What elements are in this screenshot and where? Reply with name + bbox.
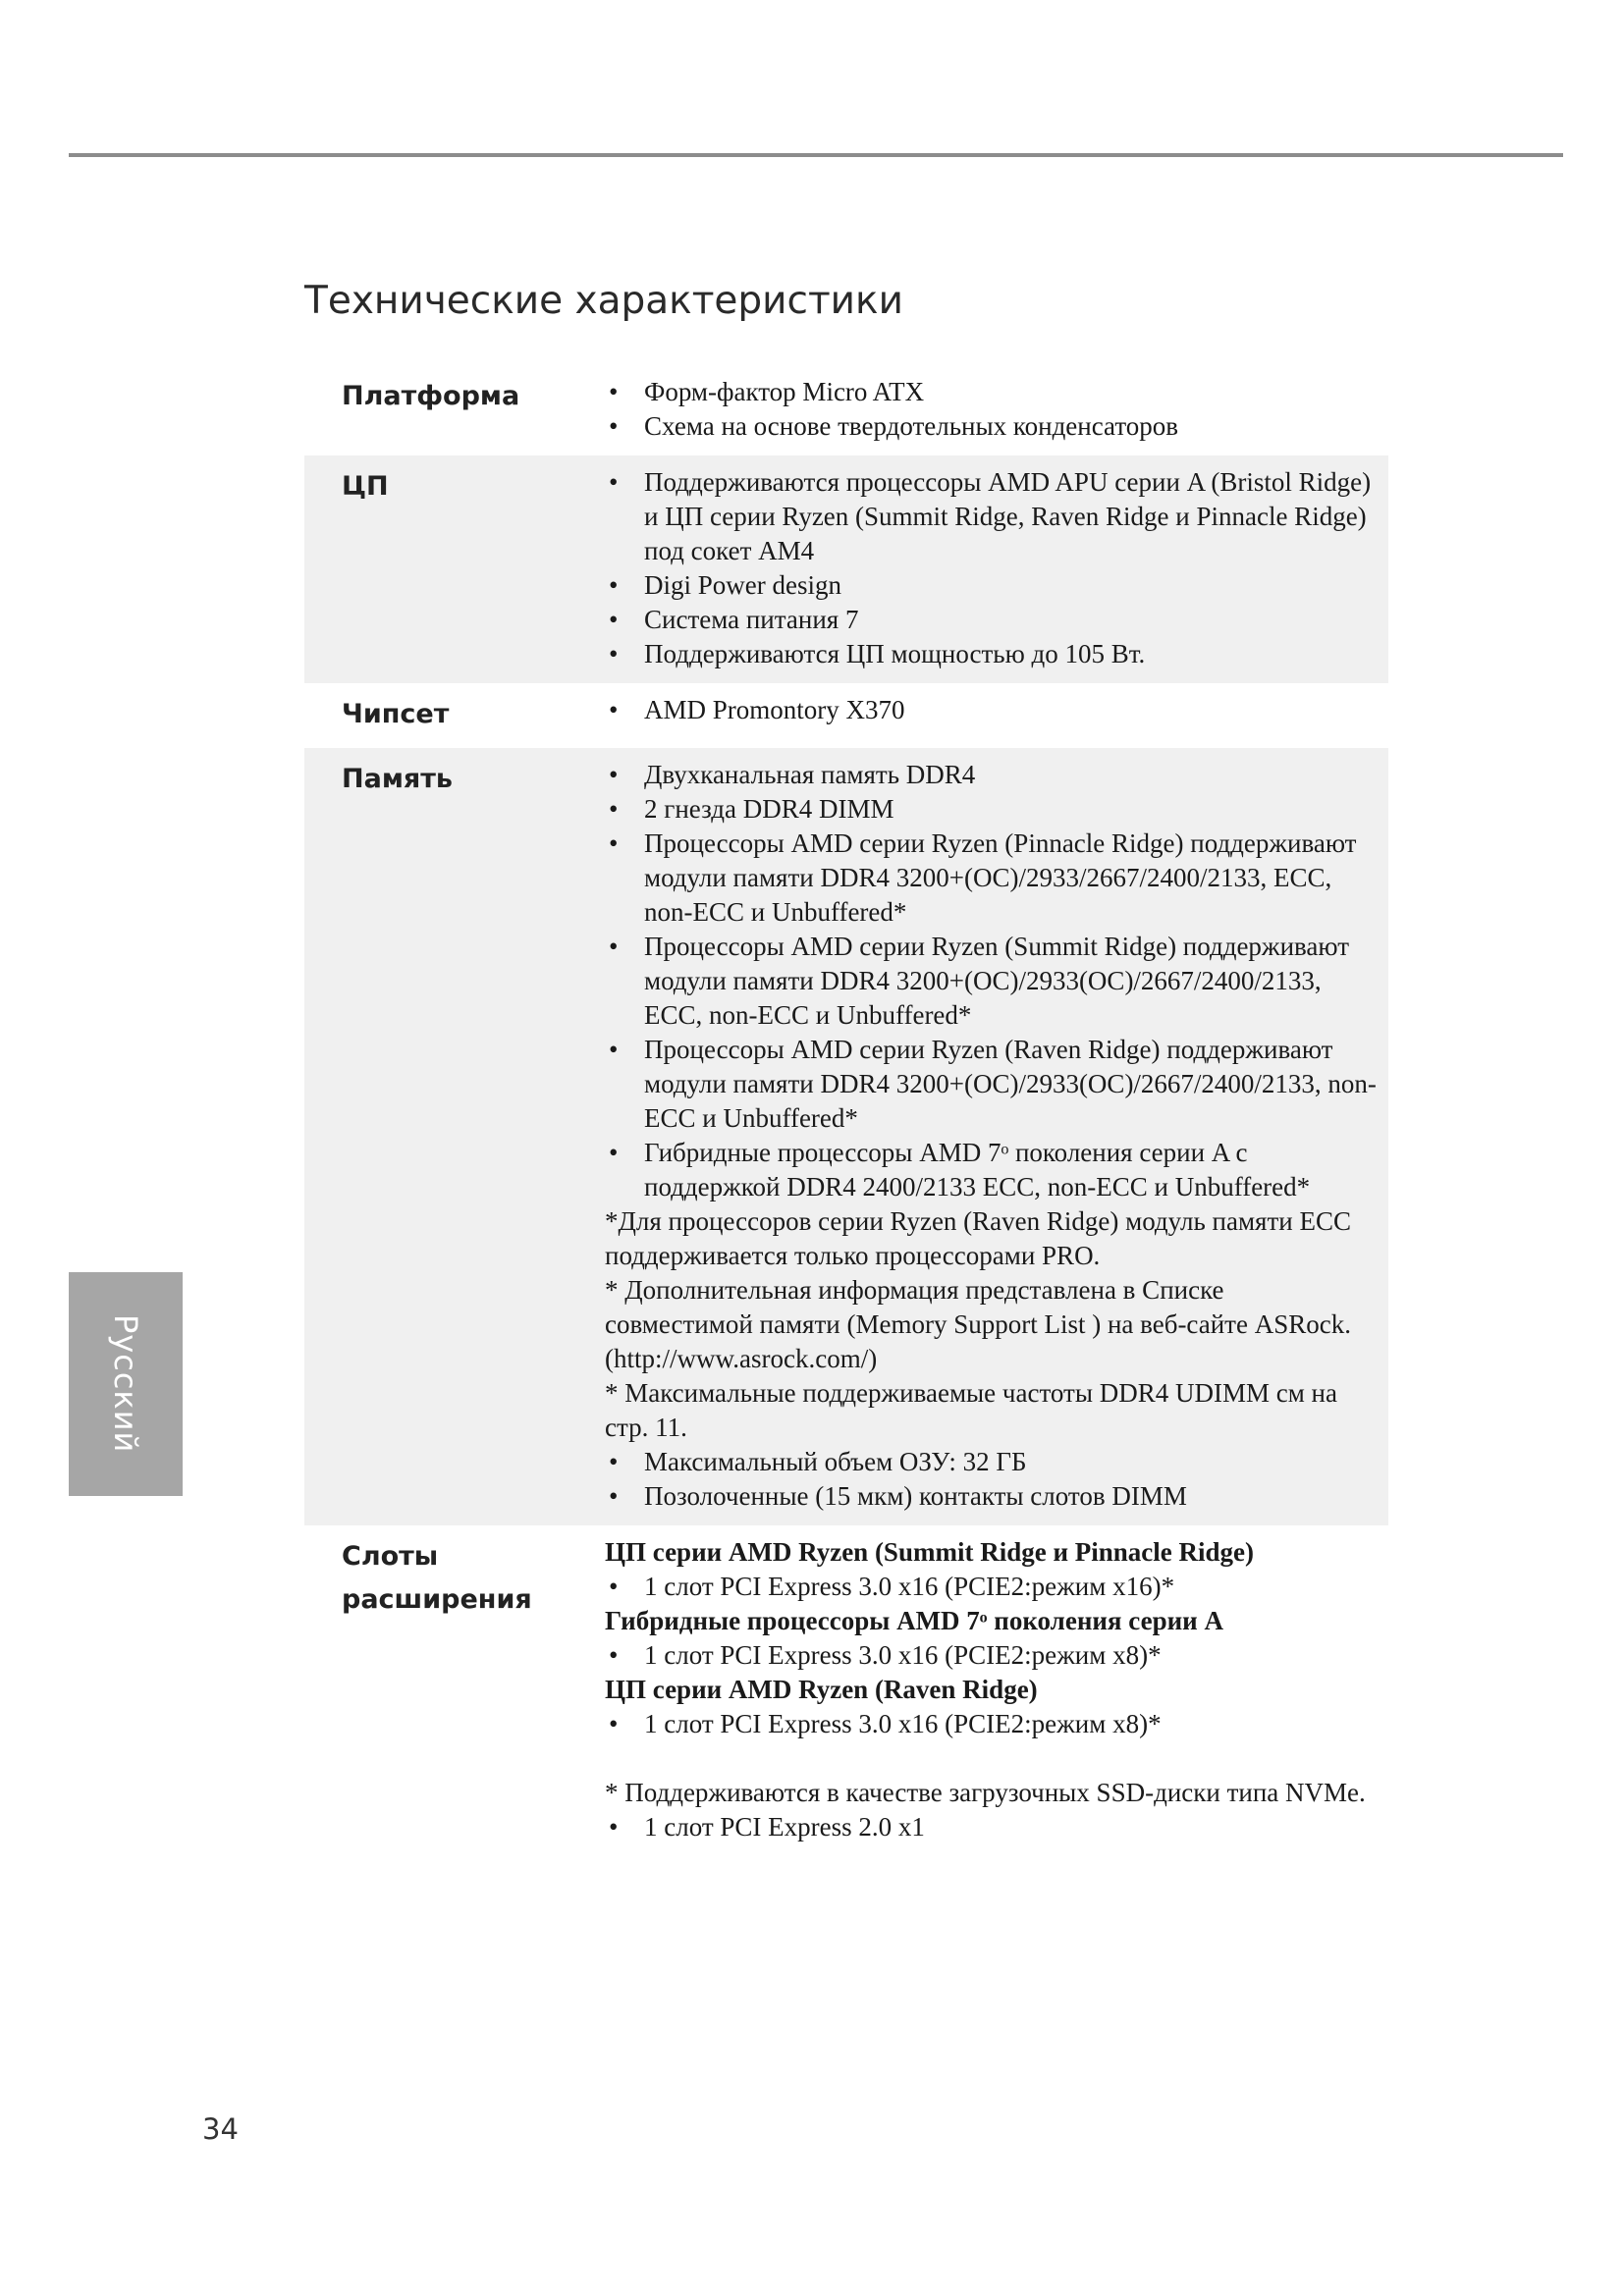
list-item: • AMD Promontory X370 xyxy=(605,693,1379,727)
expansion-note: * Поддерживаются в качестве загрузочных SSD-диски типа NVMe. xyxy=(605,1778,1366,1807)
list-item: • Позолоченные (15 мкм) контакты слотов DIMM xyxy=(605,1479,1379,1514)
list-item: • Поддерживаются ЦП мощностью до 105 Вт. xyxy=(605,637,1379,671)
spec-label-expansion-line1: Слоты xyxy=(342,1541,439,1572)
list-item: • Максимальный объем ОЗУ: 32 ГБ xyxy=(605,1445,1379,1479)
expansion-subheading: ЦП серии AMD Ryzen (Raven Ridge) xyxy=(605,1675,1038,1704)
spec-content-platform xyxy=(605,375,1388,444)
spacer xyxy=(605,1741,1379,1776)
list-item: • 1 слот PCI Express 3.0 x16 (PCIE2:режим x16)* xyxy=(605,1570,1379,1604)
memory-note: * Дополнительная информация представлена в Списке совместимой памяти (Memory Support List ) на веб-сайте ASRock. (http://www.asrock.com/) xyxy=(605,1275,1351,1373)
language-side-tab xyxy=(69,1272,183,1496)
spec-row-cpu xyxy=(304,455,1388,683)
spec-label-chipset: Чипсет xyxy=(342,699,450,729)
list-item: • Digi Power design xyxy=(605,568,1379,603)
list-item: • Поддерживаются процессоры AMD APU серии A (Bristol Ridge) и ЦП серии Ryzen (Summit Ridge, Raven Ridge и Pinnacle Ridge) под сокет AM4 xyxy=(605,465,1379,568)
spec-content-expansion xyxy=(605,1535,1388,1844)
memory-note: * Максимальные поддерживаемые частоты DDR4 UDIMM см на стр. 11. xyxy=(605,1378,1337,1442)
spec-label-memory: Память xyxy=(342,764,453,794)
expansion-subheading: Гибридные процессоры AMD 7ᵒ поколения серии A xyxy=(605,1606,1223,1635)
spec-row-memory xyxy=(304,748,1388,1525)
spec-content-chipset xyxy=(605,693,1388,736)
page-title: Технические характеристики xyxy=(304,279,903,323)
top-rule xyxy=(69,153,1563,157)
spec-label-platform: Платформа xyxy=(342,381,520,411)
list-item: • 1 слот PCI Express 2.0 x1 xyxy=(605,1810,1379,1844)
spec-label-expansion-line2: расширения xyxy=(342,1584,532,1615)
list-item: • 2 гнезда DDR4 DIMM xyxy=(605,792,1379,827)
spec-row-expansion xyxy=(304,1525,1388,1856)
spec-content-memory xyxy=(605,758,1388,1514)
list-item: • Процессоры AMD серии Ryzen (Pinnacle Ridge) поддерживают модули памяти DDR4 3200+(OC)/2933/2667/2400/2133, ECC, non-ECC и Unbuffered* xyxy=(605,827,1379,930)
list-item: • Двухканальная память DDR4 xyxy=(605,758,1379,792)
list-item: • 1 слот PCI Express 3.0 x16 (PCIE2:режим x8)* xyxy=(605,1707,1379,1741)
spec-label-expansion xyxy=(304,1535,605,1844)
list-item: • 1 слот PCI Express 3.0 x16 (PCIE2:режим x8)* xyxy=(605,1638,1379,1673)
spec-row-platform xyxy=(304,365,1388,455)
spec-table xyxy=(304,365,1388,1856)
memory-note: *Для процессоров серии Ryzen (Raven Ridge) модуль памяти ECC поддерживается только процессорами PRO. xyxy=(605,1206,1351,1270)
spec-row-chipset xyxy=(304,683,1388,748)
list-item: • Процессоры AMD серии Ryzen (Summit Ridge) поддерживают модули памяти DDR4 3200+(OC)/2933(OC)/2667/2400/2133, ECC, non-ECC и Unbuffered* xyxy=(605,930,1379,1033)
list-item: • Гибридные процессоры AMD 7ᵒ поколения серии A с поддержкой DDR4 2400/2133 ECC, non-ECC и Unbuffered* xyxy=(605,1136,1379,1204)
list-item: • Форм-фактор Micro ATX xyxy=(605,375,1379,409)
spec-label-cpu: ЦП xyxy=(342,471,389,502)
list-item: • Система питания 7 xyxy=(605,603,1379,637)
page-number: 34 xyxy=(202,2112,239,2146)
list-item: • Схема на основе твердотельных конденсаторов xyxy=(605,409,1379,444)
list-item: • Процессоры AMD серии Ryzen (Raven Ridge) поддерживают модули памяти DDR4 3200+(OC)/2933(OC)/2667/2400/2133, non-ECC и Unbuffered* xyxy=(605,1033,1379,1136)
expansion-subheading: ЦП серии AMD Ryzen (Summit Ridge и Pinnacle Ridge) xyxy=(605,1537,1254,1567)
spec-content-cpu xyxy=(605,465,1388,671)
language-side-tab-label: Русский xyxy=(107,1314,144,1454)
